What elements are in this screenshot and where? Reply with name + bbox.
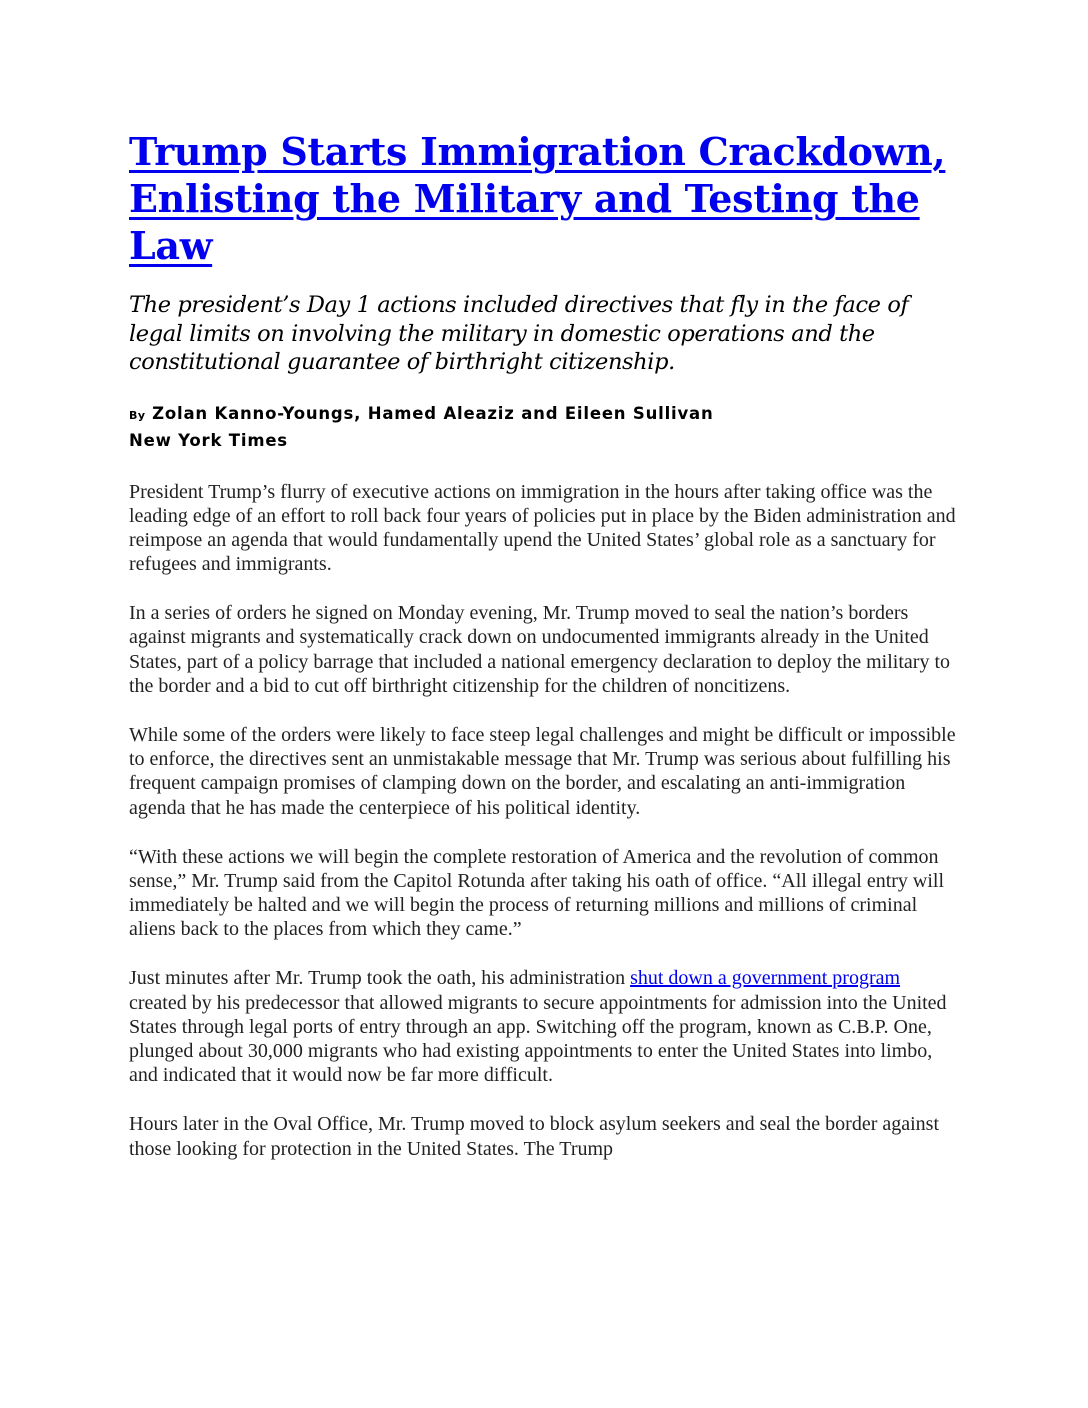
body-paragraph-6: Hours later in the Oval Office, Mr. Trump moved to block asylum seekers and seal the border against those looking for protection in the United States. The Trump xyxy=(129,1113,940,1160)
byline-authors: Zolan Kanno-Youngs, Hamed Aleaziz and Eileen Sullivan xyxy=(152,403,714,423)
body-paragraph-5-start: Just minutes after Mr. Trump took the oath, his administration xyxy=(129,967,631,990)
article-dek: The president’s Day 1 actions included directives that fly in the face of legal limits on involving the military in domestic operations and the constitutional guarantee of birthright citizenship. xyxy=(129,292,909,375)
body-paragraph-2: In a series of orders he signed on Monday evening, Mr. Trump moved to seal the nation’s borders against migrants and systematically crack down on undocumented immigrants already in the United States, part of a policy barrage that included a national emergency declaration to deploy the military to the border and a bid to cut off birthright citizenship for the children of noncitizens. xyxy=(129,602,951,698)
government-program-link[interactable]: shut down a government program xyxy=(630,967,901,990)
article-body xyxy=(129,480,959,1161)
byline-publication: New York Times xyxy=(129,430,288,450)
byline-prefix: By xyxy=(129,408,146,422)
body-paragraph-1: President Trump’s flurry of executive actions on immigration in the hours after taking office was the leading edge of an effort to roll back four years of policies put in place by the Biden administration and reimpose an agenda that would fundamentally upend the United States’ global role as a sanctuary for refugees and immigrants. xyxy=(129,480,956,576)
article-page xyxy=(129,128,959,1185)
byline xyxy=(129,401,959,453)
headline xyxy=(129,128,959,269)
headline-link[interactable]: Trump Starts Immigration Crackdown, Enlisting the Military and Testing the Law xyxy=(129,129,946,268)
body-paragraph-4: “With these actions we will begin the complete restoration of America and the revolution of common sense,” Mr. Trump said from the Capitol Rotunda after taking his oath of office. “All illegal entry will immediately be halted and we will begin the process of returning millions and millions of criminal aliens back to the places from which they came.” xyxy=(129,845,945,941)
body-paragraph-3: While some of the orders were likely to face steep legal challenges and might be difficult or impossible to enforce, the directives sent an unmistakable message that Mr. Trump was serious about fulfilling his frequent campaign promises of clamping down on the border, and escalating an anti-immigration agenda that he has made the centerpiece of his political identity. xyxy=(129,723,956,819)
body-paragraph-5-end: created by his predecessor that allowed migrants to secure appointments for admission into the United States through legal ports of entry through an app. Switching off the program, known as C.B.P. One, plunged about 30,000 migrants who had existing appointments to enter the United States into limbo, and indicated that it would now be far more difficult. xyxy=(129,991,947,1087)
byline-authors-line xyxy=(129,401,959,428)
body-paragraph-5 xyxy=(129,966,959,1087)
